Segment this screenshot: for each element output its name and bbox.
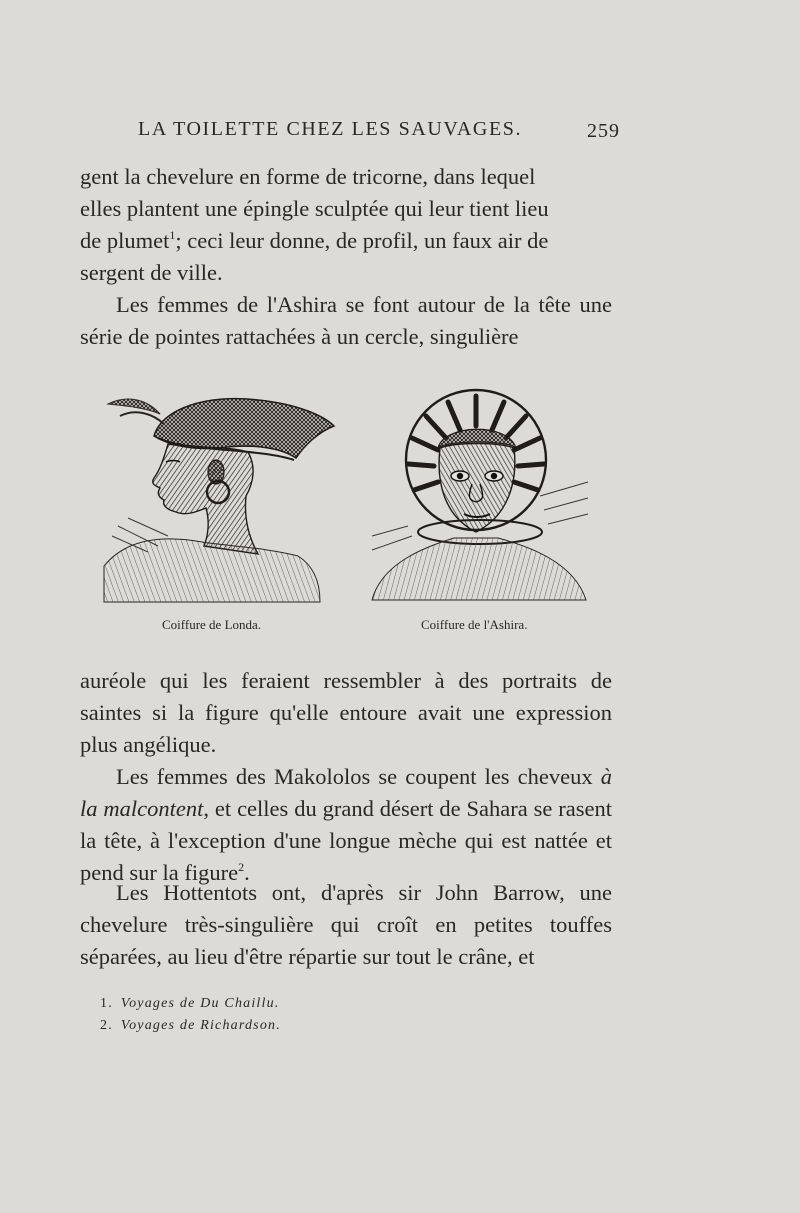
caption-left: Coiffure de Londa. [162,617,262,632]
paragraph-4-end: . [244,860,250,885]
footnote-2-text: Voyages de Richardson. [120,1018,281,1033]
paragraph-1-line-3-end: ; ceci leur donne, de profil, un faux air de [175,228,549,253]
paragraph-4-middle: , et celles du grand désert de Sahara se rasent la tête, à l'exception d'une longue mèche qui est nattée et pend sur la figure [80,796,612,885]
paragraph-1 [80,161,612,289]
engraving-londa [98,386,338,604]
running-title: LA TOILETTE CHEZ LES SAUVAGES. [138,118,523,140]
paragraph-1-line-1: gent la chevelure en forme de tricorne, dans lequel [80,164,536,189]
footnotes [100,993,281,1037]
paragraph-4-start: Les femmes des Makololos se coupent les cheveux [116,764,601,789]
footnote-2-number: 2. [100,1018,113,1033]
paragraph-4 [80,761,612,889]
page-number: 259 [587,120,620,142]
footnote-ref-2: 2 [238,860,245,874]
paragraph-3: auréole qui les feraient ressembler à des portraits de saintes si la figure qu'elle entoure avait une expression plus angélique. [80,668,612,757]
paragraph-1-line-3 [80,225,612,257]
paragraph-1-line-4: sergent de ville. [80,260,223,285]
footnote-1 [100,993,281,1015]
footnote-ref-1: 1 [169,228,176,242]
footnote-1-number: 1. [100,996,113,1011]
engraving-ashira [368,386,592,604]
footnote-2 [100,1015,281,1037]
paragraph-2: Les femmes de l'Ashira se font autour de la tête une série de pointes rattachées à un cercle, singulière [80,292,612,349]
paragraph-5: Les Hottentots ont, d'après sir John Barrow, une chevelure très-singulière qui croît en petites touffes séparées, au lieu d'être répartie sur tout le crâne, et [80,880,612,969]
paragraph-4-italic: à la malcontent [80,764,612,821]
paragraph-1-line-3-start: de plumet [80,228,170,253]
paragraph-1-line-2: elles plantent une épingle sculptée qui leur tient lieu [80,196,549,221]
footnote-1-text: Voyages de Du Chaillu. [120,996,280,1011]
caption-right: Coiffure de l'Ashira. [421,617,528,632]
